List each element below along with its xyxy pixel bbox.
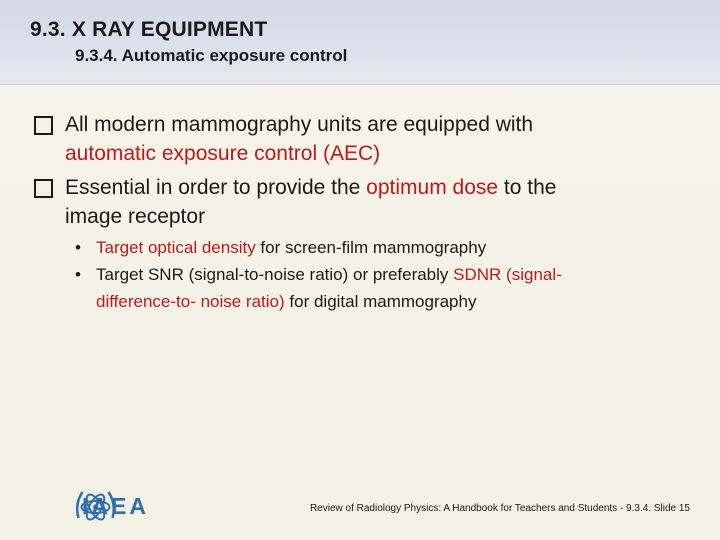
subbullet-text	[96, 234, 656, 261]
highlight-text: optimum dose	[366, 176, 499, 199]
bullet-text	[65, 173, 665, 231]
checkbox-bullet-icon	[34, 179, 53, 198]
dot-bullet-icon: •	[75, 265, 81, 284]
bullet-line: to the	[498, 176, 557, 199]
checkbox-bullet-icon	[34, 116, 53, 135]
iaea-logo-text: IAEA	[82, 493, 149, 519]
subbullet-line: Target SNR (signal-to-noise ratio) or preferably	[96, 265, 454, 284]
highlight-text: difference-to- noise ratio)	[96, 292, 285, 311]
slide-title: 9.3. X RAY EQUIPMENT	[30, 18, 268, 41]
subbullet-text	[96, 261, 656, 315]
subbullet-line: for digital mammography	[284, 292, 477, 311]
bullet-line: image receptor	[65, 205, 206, 228]
bullet-line: All modern mammography units are equipped with	[65, 113, 534, 136]
bullet-text	[65, 110, 665, 168]
slide-header	[0, 0, 720, 85]
slide-footer: Review of Radiology Physics: A Handbook for Teachers and Students - 9.3.4. Slide 15	[309, 503, 690, 514]
highlight-text: automatic exposure control (AEC)	[65, 142, 381, 165]
slide-subtitle: 9.3.4. Automatic exposure control	[75, 46, 348, 65]
highlight-text: SDNR (signal-	[453, 265, 562, 284]
bullet-line: Essential in order to provide the	[65, 176, 367, 199]
dot-bullet-icon: •	[75, 238, 81, 257]
subbullet-line: for screen-film mammography	[255, 238, 487, 257]
highlight-text: Target optical density	[96, 238, 256, 257]
